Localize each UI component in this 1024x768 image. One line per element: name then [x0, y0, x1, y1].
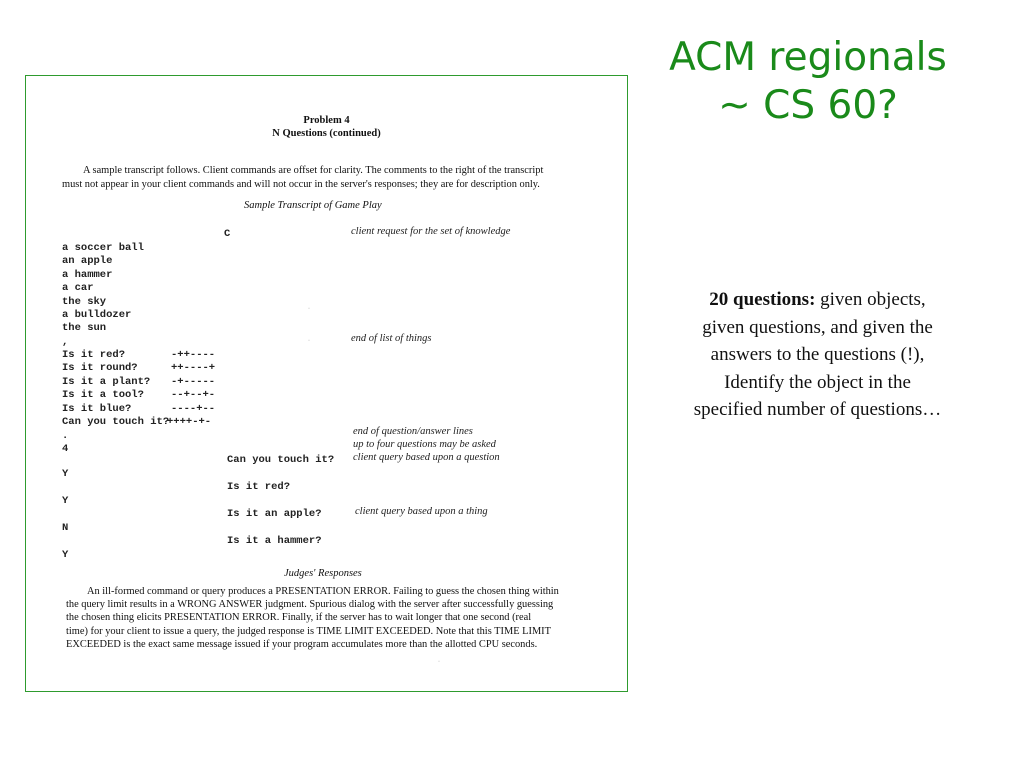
- scan-speck: ·: [438, 659, 440, 665]
- client-query: Can you touch it?: [227, 454, 335, 466]
- scan-speck: ·: [308, 338, 310, 344]
- slide-title: [640, 34, 976, 130]
- max-questions: 4: [62, 443, 69, 455]
- judges-line: time) for your client to issue a query, the judged response is TIME LIMIT EXCEEDED. Note that this TIME LIMIT: [66, 625, 551, 637]
- side-text: Identify the object in the: [724, 371, 911, 393]
- intro-line: A sample transcript follows. Client commands are offset for clarity. The comments to the right of the transcript: [83, 165, 544, 176]
- side-description-line-1: [655, 286, 980, 314]
- list-item: Is it blue?: [62, 402, 132, 415]
- list-item: a hammer: [62, 268, 113, 281]
- problem-title: Problem 4: [303, 115, 350, 126]
- list-item: an apple: [62, 255, 113, 268]
- list-item: -+-----: [171, 375, 216, 388]
- list-item: Can you touch it?: [62, 416, 170, 429]
- comment: up to four questions may be asked: [353, 439, 496, 450]
- side-text: specified number of questions…: [693, 399, 942, 420]
- slide-title-line-2: ~ CS 60?: [718, 83, 898, 128]
- transcript-heading: Sample Transcript of Game Play: [244, 200, 382, 211]
- comment: client query based upon a question: [353, 452, 500, 463]
- list-item: --+--+-: [171, 389, 216, 402]
- judges-line: An ill-formed command or query produces a PRESENTATION ERROR. Failing to guess the chosen thing within: [87, 586, 559, 597]
- server-reply: Y: [62, 549, 69, 561]
- problem-subtitle: N Questions (continued): [272, 128, 381, 139]
- list-item: Is it a tool?: [62, 389, 144, 402]
- client-query: Is it red?: [227, 481, 291, 493]
- scan-speck: ·: [308, 306, 310, 312]
- slide-title-line-1: ACM regionals: [669, 35, 947, 80]
- list-item: a soccer ball: [62, 242, 144, 254]
- comment: end of list of things: [351, 333, 432, 344]
- list-item: the sun: [62, 322, 107, 335]
- judges-line: the chosen thing elicits PRESENTATION ERROR. Finally, if the server has to wait longer that one second (real: [66, 612, 532, 624]
- side-label: 20 questions:: [709, 289, 816, 310]
- judges-line: the query limit results in a WRONG ANSWER judgment. Spurious dialog with the server after successfully guessing: [66, 599, 554, 611]
- scanned-document: [25, 75, 628, 692]
- list-item: ++++-+-: [167, 416, 212, 429]
- list-item: Is it round?: [62, 362, 138, 375]
- questions-list: [62, 349, 169, 429]
- side-text: given questions, and given the: [702, 316, 933, 338]
- side-text: given objects,: [815, 289, 926, 310]
- server-reply: N: [62, 522, 69, 534]
- answers-list: [167, 349, 216, 429]
- list-item: a bulldozer: [62, 309, 132, 322]
- list-item: ++----+: [171, 362, 216, 375]
- judges-paragraph: [66, 585, 559, 651]
- intro-paragraph: [62, 164, 543, 191]
- end-period: .: [62, 430, 69, 442]
- server-reply: Y: [62, 468, 69, 480]
- comment: client query based upon a thing: [355, 506, 488, 517]
- list-item: a car: [62, 282, 94, 295]
- judges-line: EXCEEDED is the exact same message issued if your program accumulates more than the allotted CPU seconds.: [66, 638, 538, 650]
- client-query: Is it a hammer?: [227, 535, 322, 547]
- list-item: ----+--: [171, 402, 216, 415]
- judges-heading: Judges' Responses: [284, 568, 362, 579]
- list-item: ,: [62, 335, 69, 348]
- side-description: [655, 286, 980, 424]
- server-reply: Y: [62, 495, 69, 507]
- list-item: Is it a plant?: [62, 375, 151, 388]
- client-query: Is it an apple?: [227, 508, 322, 520]
- side-text: answers to the questions (!),: [710, 344, 925, 365]
- list-item: Is it red?: [62, 349, 126, 361]
- comment: end of question/answer lines: [353, 426, 473, 437]
- server-things-list: [62, 242, 144, 349]
- comment: client request for the set of knowledge: [351, 226, 511, 237]
- list-item: -++----: [171, 349, 216, 361]
- intro-line: must not appear in your client commands and will not occur in the server's responses; they are for description only.: [62, 178, 540, 190]
- list-item: the sky: [62, 295, 107, 308]
- client-command-c: C: [224, 228, 231, 240]
